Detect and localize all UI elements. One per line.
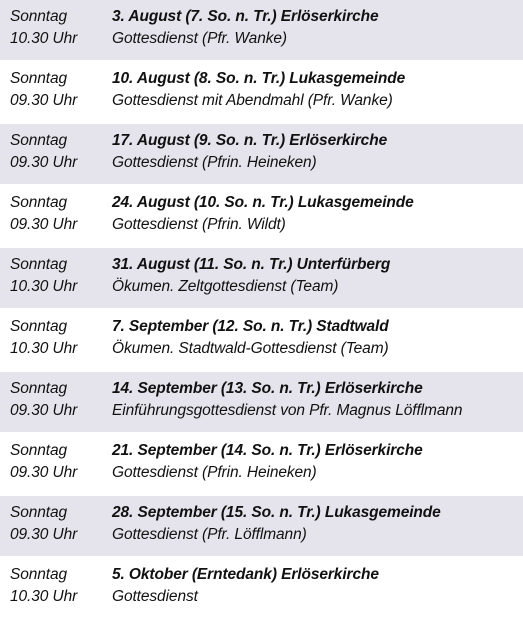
service-description: Gottesdienst (Pfrin. Heineken)	[112, 464, 317, 481]
service-description: Einführungsgottesdienst von Pfr. Magnus Löfflmann	[112, 402, 463, 419]
service-row	[0, 0, 523, 62]
service-row	[0, 310, 523, 372]
service-day: Sonntag	[10, 318, 68, 335]
service-title: 10. August (8. So. n. Tr.) Lukasgemeinde	[112, 70, 406, 87]
service-day: Sonntag	[10, 8, 68, 25]
service-description: Gottesdienst	[112, 588, 198, 605]
service-row	[0, 496, 523, 558]
service-time: 09.30 Uhr	[10, 216, 78, 233]
service-description: Gottesdienst mit Abendmahl (Pfr. Wanke)	[112, 92, 393, 109]
service-title: 24. August (10. So. n. Tr.) Lukasgemeinde	[112, 194, 414, 211]
service-time: 09.30 Uhr	[10, 464, 78, 481]
service-time: 09.30 Uhr	[10, 92, 78, 109]
service-day: Sonntag	[10, 132, 68, 149]
service-row	[0, 62, 523, 124]
service-time: 10.30 Uhr	[10, 588, 78, 605]
service-title: 31. August (11. So. n. Tr.) Unterfürberg	[112, 256, 391, 273]
service-description: Gottesdienst (Pfr. Wanke)	[112, 30, 287, 47]
service-day: Sonntag	[10, 380, 68, 397]
service-time: 09.30 Uhr	[10, 154, 78, 171]
service-time: 10.30 Uhr	[10, 278, 78, 295]
service-description: Gottesdienst (Pfrin. Heineken)	[112, 154, 317, 171]
service-description: Ökumen. Zeltgottesdienst (Team)	[112, 278, 339, 295]
service-day: Sonntag	[10, 70, 68, 87]
service-day: Sonntag	[10, 566, 68, 583]
service-day: Sonntag	[10, 256, 68, 273]
service-title: 28. September (15. So. n. Tr.) Lukasgemeinde	[112, 504, 441, 521]
service-row	[0, 558, 523, 625]
service-title: 3. August (7. So. n. Tr.) Erlöserkirche	[112, 8, 379, 25]
service-title: 5. Oktober (Erntedank) Erlöserkirche	[112, 566, 379, 583]
service-row	[0, 434, 523, 496]
service-time: 10.30 Uhr	[10, 30, 78, 47]
service-time: 09.30 Uhr	[10, 526, 78, 543]
service-row	[0, 124, 523, 186]
service-title: 21. September (14. So. n. Tr.) Erlöserkirche	[112, 442, 423, 459]
service-description: Ökumen. Stadtwald-Gottesdienst (Team)	[112, 340, 389, 357]
service-row	[0, 186, 523, 248]
service-title: 14. September (13. So. n. Tr.) Erlöserkirche	[112, 380, 423, 397]
service-description: Gottesdienst (Pfrin. Wildt)	[112, 216, 286, 233]
service-day: Sonntag	[10, 194, 68, 211]
service-row	[0, 248, 523, 310]
service-row	[0, 372, 523, 434]
service-time: 10.30 Uhr	[10, 340, 78, 357]
service-title: 17. August (9. So. n. Tr.) Erlöserkirche	[112, 132, 388, 149]
service-day: Sonntag	[10, 504, 68, 521]
service-day: Sonntag	[10, 442, 68, 459]
service-description: Gottesdienst (Pfr. Löfflmann)	[112, 526, 307, 543]
service-time: 09.30 Uhr	[10, 402, 78, 419]
service-title: 7. September (12. So. n. Tr.) Stadtwald	[112, 318, 389, 335]
